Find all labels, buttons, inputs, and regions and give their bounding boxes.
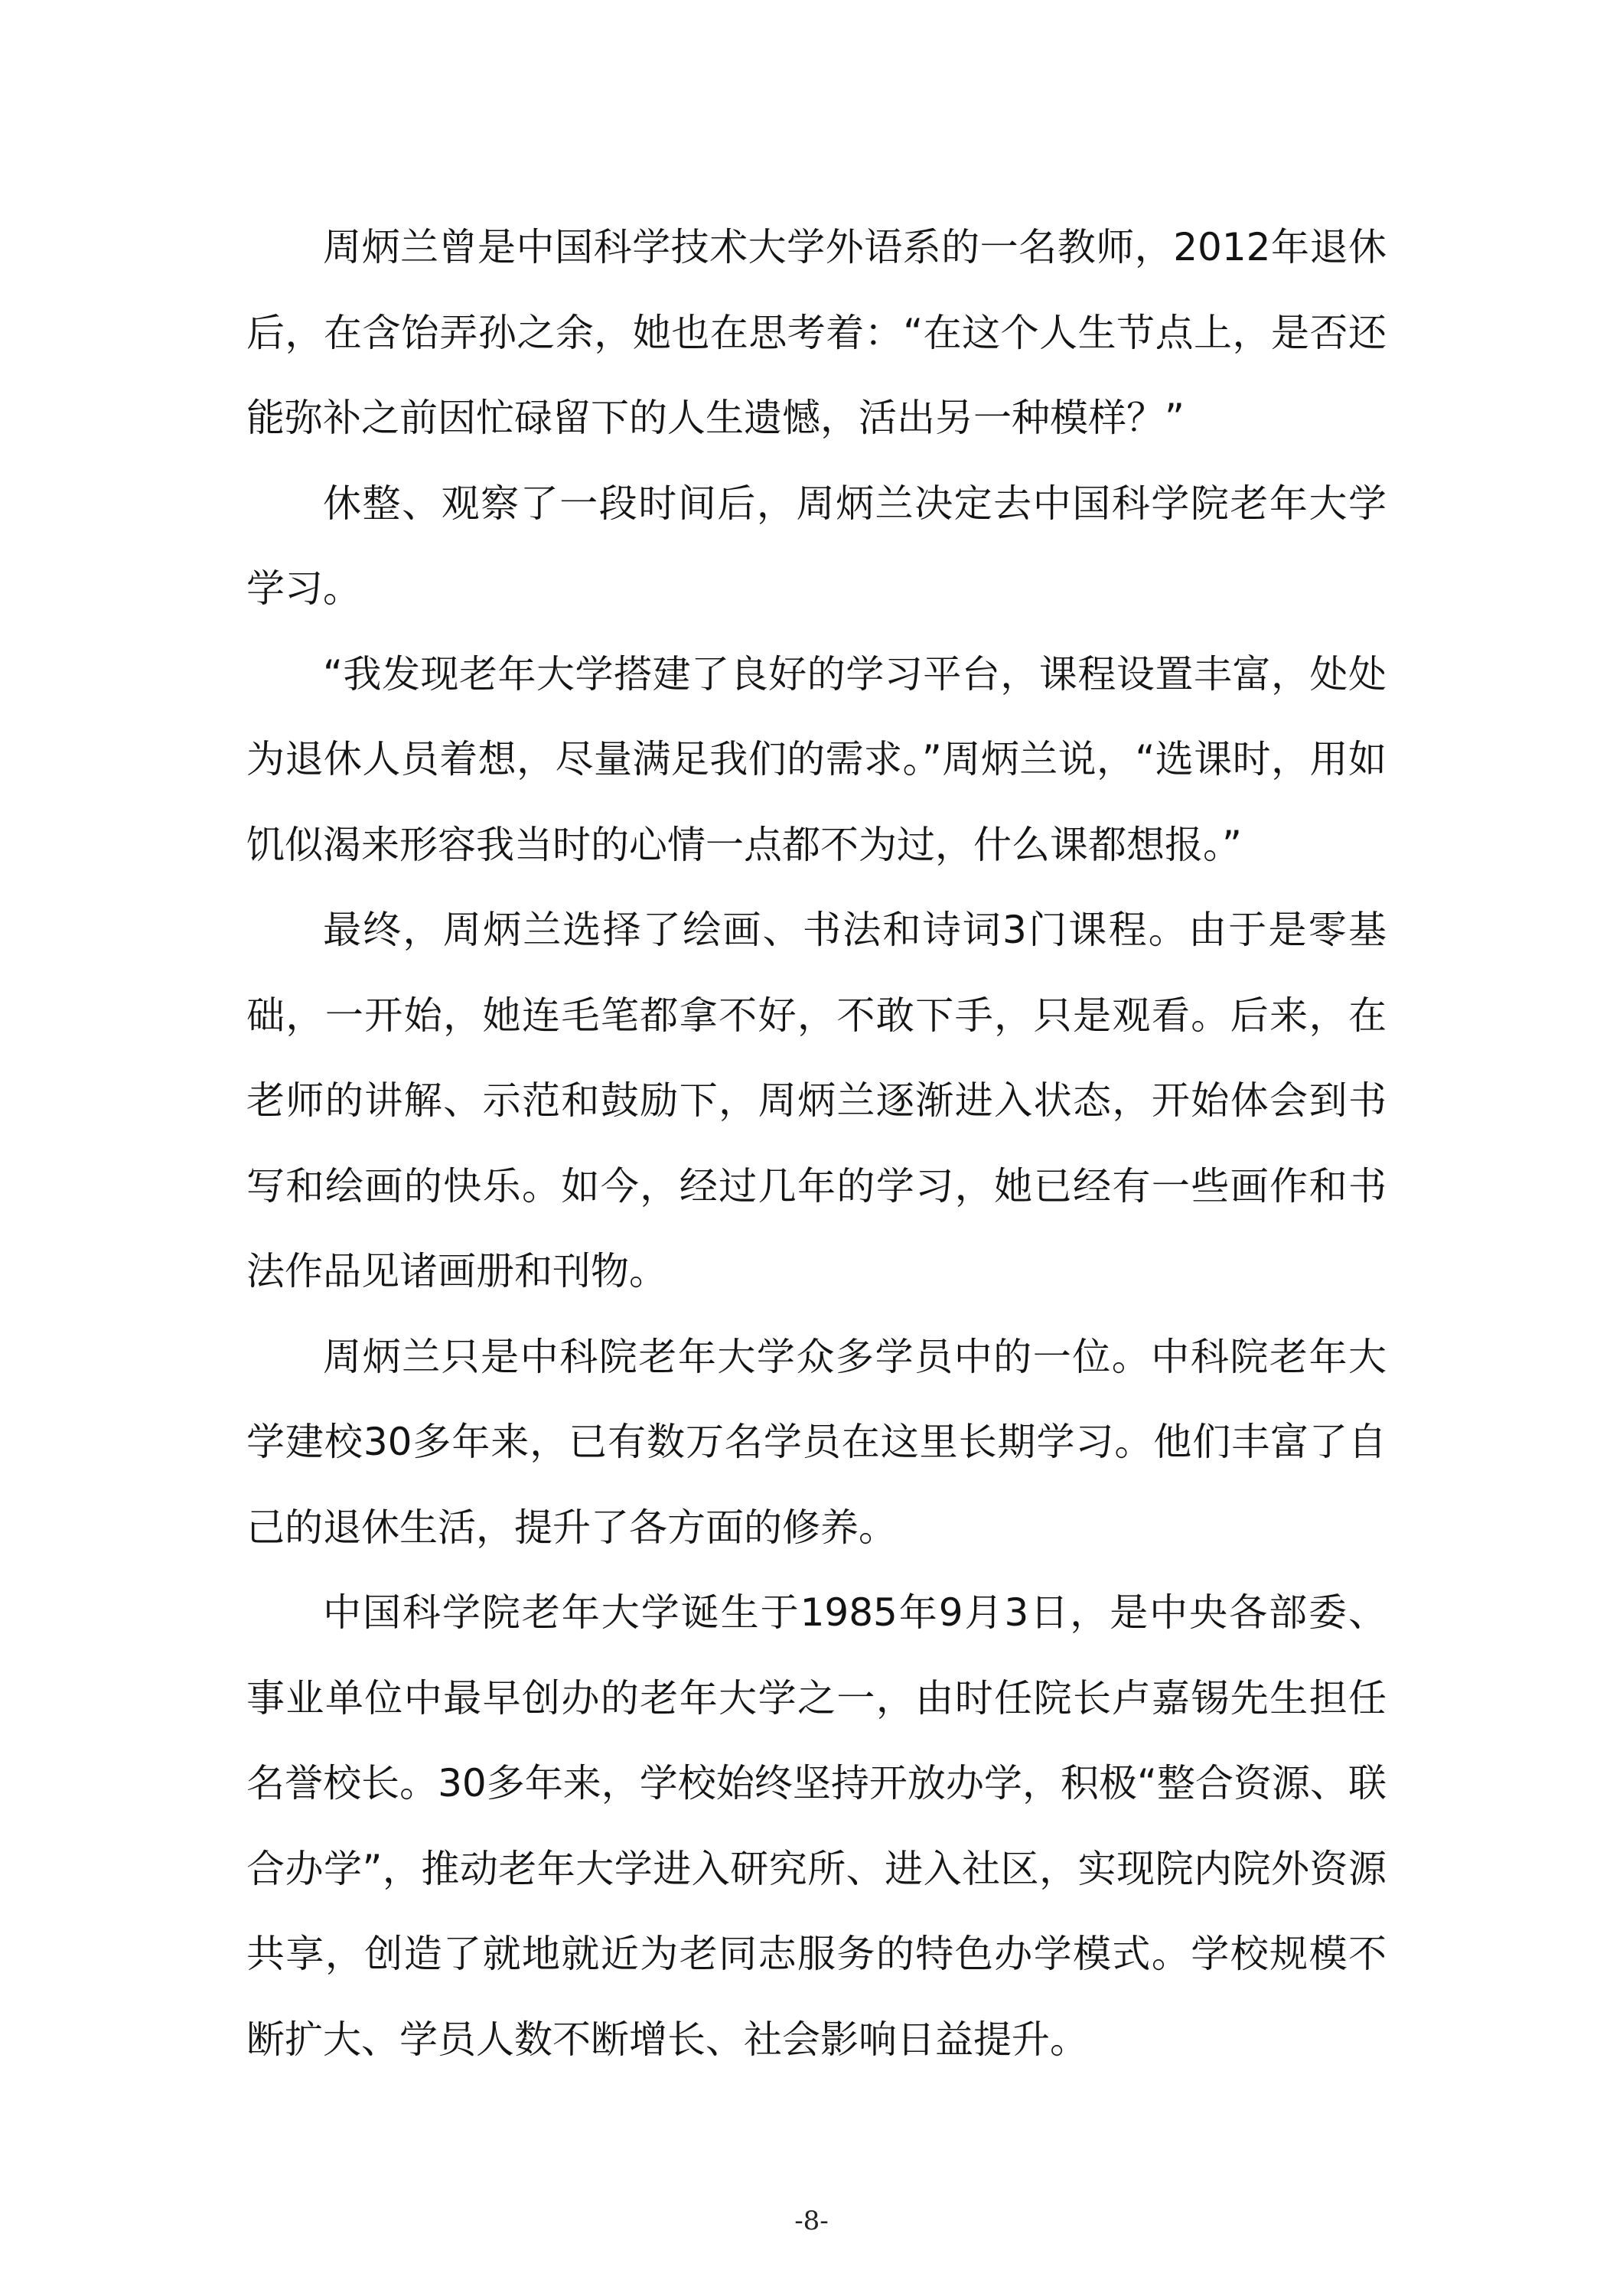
paragraph: 最终，周炳兰选择了绘画、书法和诗词3门课程。由于是零基础，一开始，她连毛笔都拿不好，不敢下手，只是观看。后来，在老师的讲解、示范和鼓励下，周炳兰逐渐进入状态，开始体会到书写和绘画的快乐。如今，经过几年的学习，她已经有一些画作和书法作品见诸画册和刊物。: [246, 908, 1387, 1293]
paragraph: 周炳兰曾是中国科学技术大学外语系的一名教师，2012年退休后，在含饴弄孙之余，她也在思考着：“在这个人生节点上，是否还能弥补之前因忙碌留下的人生遗憾，活出另一种模样？”: [246, 225, 1387, 440]
article-body: [246, 205, 1387, 2082]
paragraph: 周炳兰只是中科院老年大学众多学员中的一位。中科院老年大学建校30多年来，已有数万名学员在这里长期学习。他们丰富了自己的退休生活，提升了各方面的修养。: [246, 1334, 1387, 1550]
page-number: -8-: [794, 2206, 829, 2236]
paragraph: 中国科学院老年大学诞生于1985年9月3日，是中央各部委、事业单位中最早创办的老年大学之一，由时任院长卢嘉锡先生担任名誉校长。30多年来，学校始终坚持开放办学，积极“整合资源、联合办学”，推动老年大学进入研究所、进入社区，实现院内院外资源共享，创造了就地就近为老同志服务的特色办学模式。学校规模不断扩大、学员人数不断增长、社会影响日益提升。: [246, 1590, 1387, 2062]
paragraph: 休整、观察了一段时间后，周炳兰决定去中国科学院老年大学学习。: [246, 481, 1387, 611]
paragraph: “我发现老年大学搭建了良好的学习平台，课程设置丰富，处处为退休人员着想，尽量满足我们的需求。”周炳兰说，“选课时，用如饥似渴来形容我当时的心情一点都不为过，什么课都想报。”: [246, 651, 1387, 867]
